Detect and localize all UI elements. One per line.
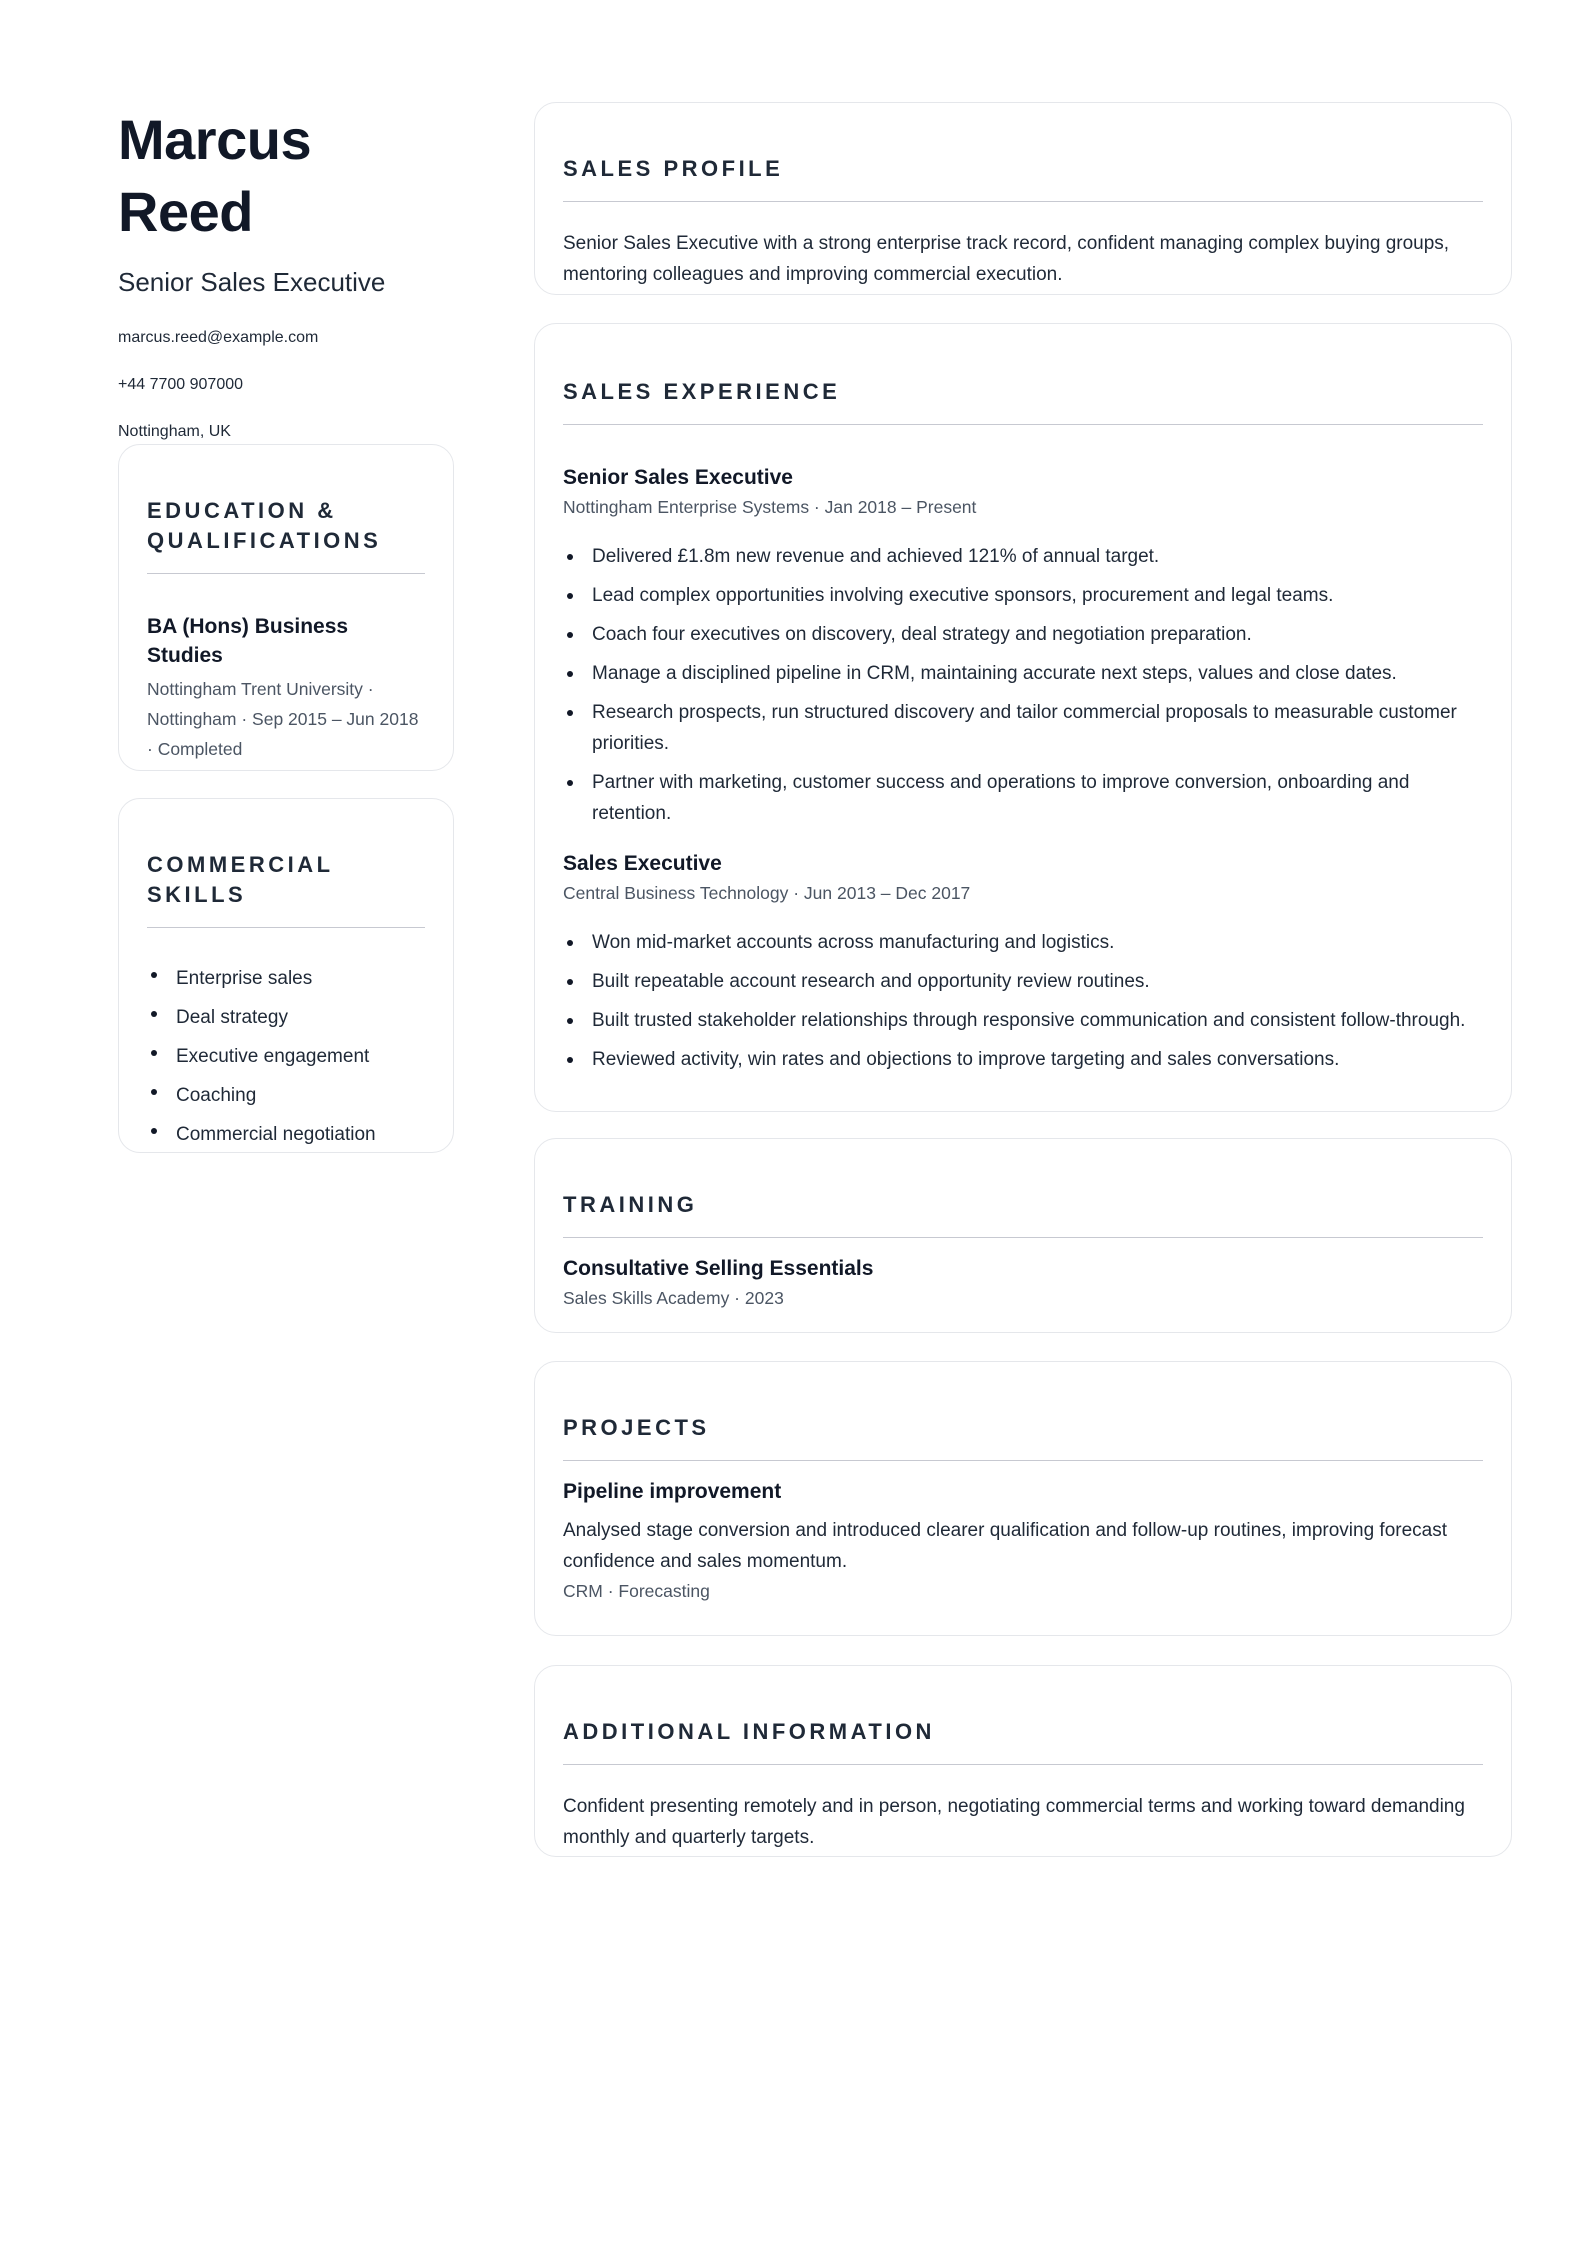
education-card xyxy=(118,444,454,771)
project-description: Analysed stage conversion and introduced clearer qualification and follow-up routines, improving forecast confidence and sales momentum. xyxy=(563,1520,1448,1572)
candidate-name: Marcus Reed xyxy=(118,108,312,243)
project-tags: CRM · Forecasting xyxy=(563,1581,710,1601)
job-bullet: Research prospects, run structured discovery and tailor commercial proposals to measurable customer priorities. xyxy=(563,697,1483,759)
job-bullet: Lead complex opportunities involving executive sponsors, procurement and legal teams. xyxy=(563,580,1483,611)
job-bullet: Built trusted stakeholder relationships through responsive communication and consistent follow-through. xyxy=(563,1005,1483,1036)
skill-item: Coaching xyxy=(147,1076,425,1115)
job-bullet: Reviewed activity, win rates and objections to improve targeting and sales conversations. xyxy=(563,1044,1483,1075)
candidate-headline: Senior Sales Executive xyxy=(118,267,386,297)
job-meta: Nottingham Enterprise Systems · Jan 2018 – Present xyxy=(563,497,977,517)
skill-item: Executive engagement xyxy=(147,1037,425,1076)
contact-phone: +44 7700 907000 xyxy=(118,376,244,393)
job-bullet: Built repeatable account research and opportunity review routines. xyxy=(563,966,1483,997)
left-column xyxy=(118,104,454,442)
job-meta: Central Business Technology · Jun 2013 – Dec 2017 xyxy=(563,883,971,903)
project-name: Pipeline improvement xyxy=(563,1480,782,1503)
contact-location: Nottingham, UK xyxy=(118,423,231,440)
training-card xyxy=(534,1138,1512,1333)
job-bullets xyxy=(563,541,1483,829)
skill-item: Commercial negotiation xyxy=(147,1115,425,1154)
contact-email: marcus.reed@example.com xyxy=(118,329,319,346)
training-meta: Sales Skills Academy · 2023 xyxy=(563,1288,784,1308)
training-divider xyxy=(563,1237,1483,1238)
job-bullet: Won mid-market accounts across manufacturing and logistics. xyxy=(563,927,1483,958)
training-title: TRAINING xyxy=(563,1192,698,1217)
job-bullet: Delivered £1.8m new revenue and achieved 121% of annual target. xyxy=(563,541,1483,572)
additional-divider xyxy=(563,1764,1483,1765)
projects-divider xyxy=(563,1460,1483,1461)
job-bullets xyxy=(563,927,1483,1075)
profile-title: SALES PROFILE xyxy=(563,156,784,181)
job-bullet: Coach four executives on discovery, deal strategy and negotiation preparation. xyxy=(563,619,1483,650)
skills-list xyxy=(147,959,425,1154)
profile-divider xyxy=(563,201,1483,202)
job-bullet: Manage a disciplined pipeline in CRM, maintaining accurate next steps, values and close dates. xyxy=(563,658,1483,689)
additional-title: ADDITIONAL INFORMATION xyxy=(563,1719,935,1744)
skills-card xyxy=(118,798,454,1153)
job-role: Sales Executive xyxy=(563,852,722,875)
skill-item: Enterprise sales xyxy=(147,959,425,998)
additional-text: Confident presenting remotely and in person, negotiating commercial terms and working toward demanding monthly and quarterly targets. xyxy=(563,1796,1465,1848)
skill-item: Deal strategy xyxy=(147,998,425,1037)
skills-title: COMMERCIAL SKILLS xyxy=(147,852,334,907)
profile-card xyxy=(534,102,1512,295)
job-role: Senior Sales Executive xyxy=(563,466,793,489)
education-title: EDUCATION & QUALIFICATIONS xyxy=(147,498,382,553)
projects-title: PROJECTS xyxy=(563,1415,710,1440)
additional-card xyxy=(534,1665,1512,1857)
job-bullet: Partner with marketing, customer success and operations to improve conversion, onboarding and retention. xyxy=(563,767,1483,829)
profile-summary: Senior Sales Executive with a strong enterprise track record, confident managing complex buying groups, mentoring colleagues and improving commercial execution. xyxy=(563,233,1450,285)
education-details: Nottingham Trent University · Nottingham · Sep 2015 – Jun 2018 · Completed xyxy=(147,679,419,759)
education-degree: BA (Hons) Business Studies xyxy=(147,615,349,667)
experience-divider xyxy=(563,424,1483,425)
training-course: Consultative Selling Essentials xyxy=(563,1257,874,1280)
skills-divider xyxy=(147,927,425,928)
education-divider xyxy=(147,573,425,574)
projects-card xyxy=(534,1361,1512,1636)
experience-card xyxy=(534,323,1512,1112)
experience-title: SALES EXPERIENCE xyxy=(563,379,841,404)
